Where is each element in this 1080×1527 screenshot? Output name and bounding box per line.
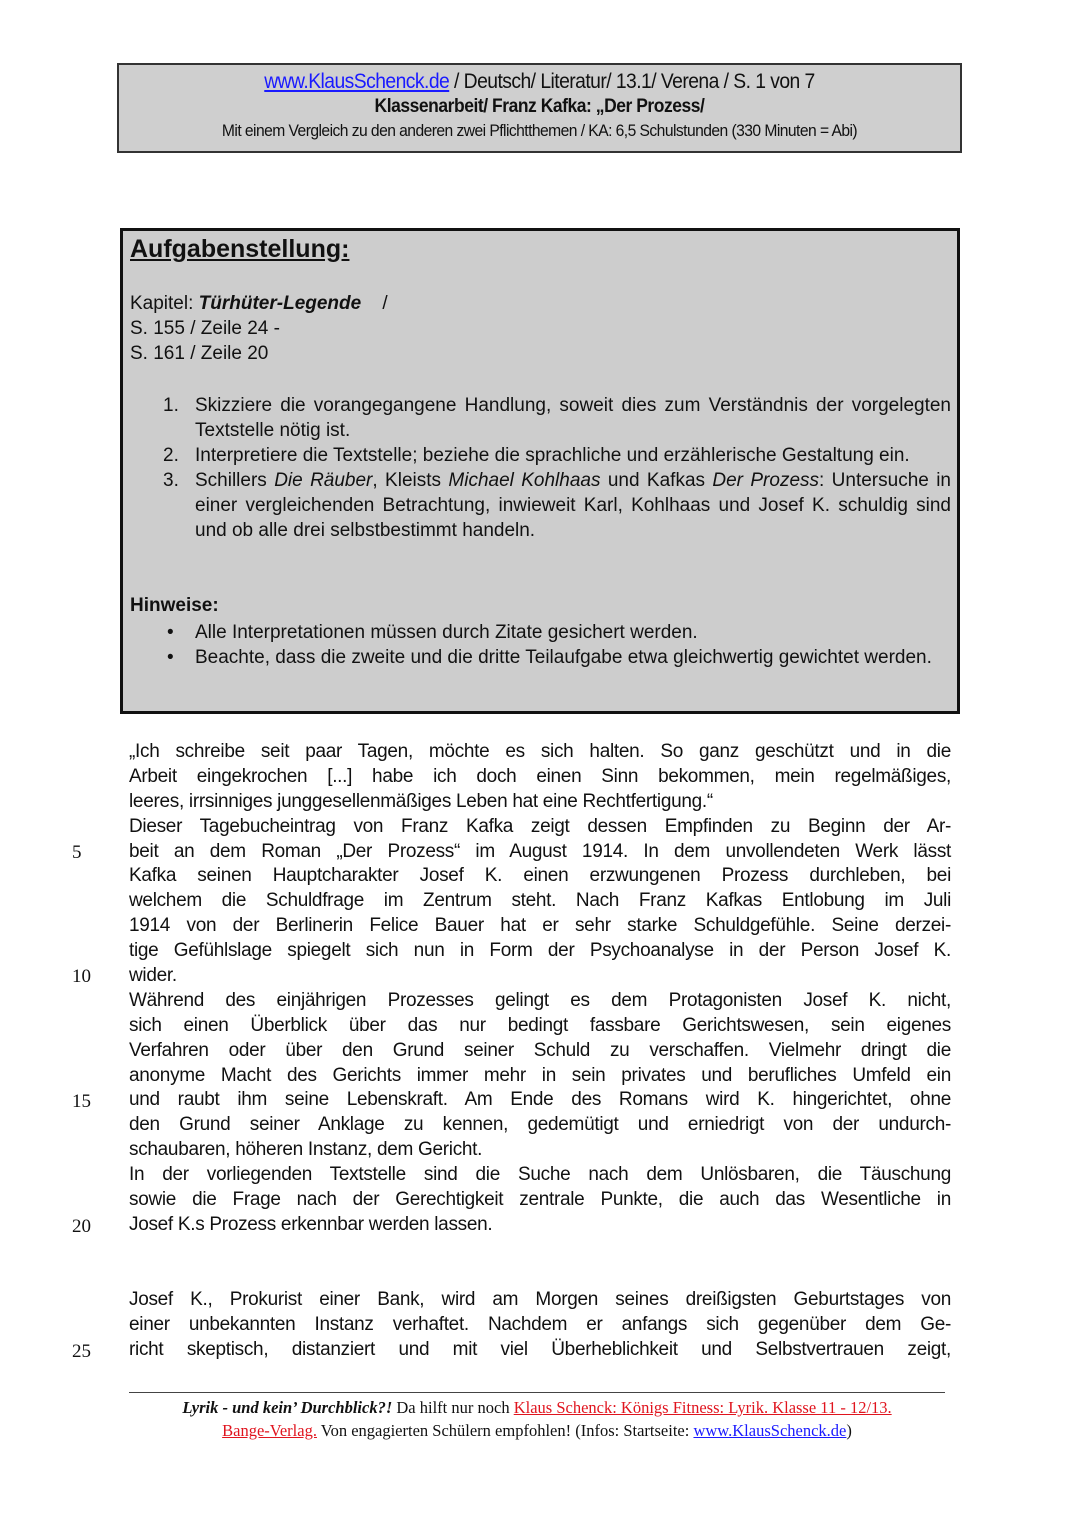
line-number: 10 [72,966,91,987]
book-link[interactable]: Klaus Schenck: Königs Fitness: Lyrik. Klasse 11 - 12/13. [513,1398,892,1417]
text-line: Josef K., Prokurist einer Bank, wird am Morgen seines dreißigsten Geburtstages von [129,1288,951,1310]
task-number: 2. [163,445,179,466]
chapter-name: Türhüter-Legende [198,293,362,314]
page-footer [129,1396,945,1442]
text-line: sowie die Frage nach der Gerechtigkeit zentrale Punkte, die auch das Wesentliche in [129,1189,951,1211]
text-line: beit an dem Roman „Der Prozess“ im August 1914. In dem unvollendeten Werk lässt [129,840,951,862]
text-line: sich einen Überblick über das nur bedingt fassbare Gerichtswesen, sein eigenes [129,1014,951,1036]
task-list [163,393,951,543]
text-line: Arbeit eingekrochen [...] habe ich doch einen Sinn bekommen, mein regelmäßiges, [129,765,951,787]
task-text: Interpretiere die Textstelle; beziehe die sprachliche und erzählerische Gestaltung ein. [195,445,910,466]
line-number: 15 [72,1091,91,1112]
task-item [163,443,951,468]
text-line: schaubaren, höheren Instanz, dem Gericht. [129,1139,483,1161]
text-line: Dieser Tagebucheintrag von Franz Kafka zeigt dessen Empfinden zu Beginn der Ar- [129,815,951,837]
hint-item [163,620,951,645]
hint-text: Alle Interpretationen müssen durch Zitate gesichert werden. [195,622,698,643]
work-title: Die Räuber [274,470,373,491]
task-text: Skizziere die vorangegangene Handlung, soweit dies zum Verständnis der vorgelegten Textstelle nötig ist. [195,395,951,441]
chapter-suffix: / [361,293,388,314]
text-line: den Grund seiner Anklage zu kennen, gedemütigt und erniedrigt von der undurch- [129,1114,951,1136]
footer-site-link[interactable]: www.KlausSchenck.de [693,1421,847,1440]
text-line: Josef K.s Prozess erkennbar werden lassen. [129,1213,493,1235]
text-line: In der vorliegenden Textstelle sind die Suche nach dem Unlösbaren, die Täuschung [129,1164,951,1186]
hint-text: Beachte, dass die zweite und die dritte Teilaufgabe etwa gleichwertig gewichtet werden. [195,647,932,668]
task-box [120,228,960,714]
document-title: Klassenarbeit/ Franz Kafka: „Der Prozess/ [374,96,705,117]
line-number: 20 [72,1216,91,1237]
text-line: Während des einjährigen Prozesses gelingt es dem Protagonisten Josef K. nicht, [129,989,951,1011]
text-line: Verfahren oder über den Grund seiner Schuld zu verschaffen. Vielmehr dringt die [129,1039,951,1061]
task-number: 3. [163,470,179,491]
text-line: tige Gefühlslage spiegelt sich nun in Form der Psychoanalyse in der Person Josef K. [129,940,951,962]
header-breadcrumb: / Deutsch/ Literatur/ 13.1/ Verena / S. 1 von 7 [449,70,815,93]
bullet-icon: • [167,647,174,668]
bullet-icon: • [167,622,174,643]
header-line-1 [153,69,927,95]
line-number: 25 [72,1341,91,1362]
work-title: Michael Kohlhaas [448,470,601,491]
task-item [163,393,951,443]
line-number: 5 [72,842,82,863]
task-number: 1. [163,395,179,416]
footer-text: ) [846,1421,852,1440]
text-line: wider. [129,965,177,987]
text-line: richt skeptisch, distanziert und mit viel Überheblichkeit und Selbstvertrauen zeigt, [129,1338,951,1360]
task-title: Aufgabenstellung: [130,235,350,263]
text-line: einer unbekannten Instanz verhaftet. Nachdem er anfangs sich gegenüber dem Ge- [129,1313,951,1335]
work-title: Der Prozess [712,470,820,491]
page-header-box [117,63,962,153]
text-line: 1914 von der Berlinerin Felice Bauer hat er sehr starke Schuldgefühle. Seine derzei- [129,915,951,937]
text-line: leeres, irrsinniges junggesellenmäßiges Leben hat eine Rechtfertigung.“ [129,790,713,812]
footer-text: Von engagierten Schülern empfohlen! (Infos: Startseite: [316,1421,694,1440]
hints-title: Hinweise: [130,595,219,616]
hint-item [163,645,951,670]
publisher-link[interactable]: Bange-Verlag. [222,1421,317,1440]
footer-text: Da hilft nur noch [392,1398,514,1417]
footer-divider [129,1392,945,1393]
text-line: und raubt ihm seine Lebenskraft. Am Ende des Romans wird K. hingerichtet, ohne [129,1089,951,1111]
document-subtitle: Mit einem Vergleich zu den anderen zwei Pflichtthemen / KA: 6,5 Schulstunden (330 Minuten = Abi) [221,121,858,140]
essay-body [129,740,951,1362]
task-text: und Kafkas [600,470,713,491]
text-line: anonyme Macht des Gerichts immer mehr in sein privates und berufliches Umfeld ein [129,1064,951,1086]
range-start: S. 155 / Zeile 24 - [130,318,280,339]
task-item [163,468,951,543]
task-text: , Kleists [372,470,449,491]
chapter-label: Kapitel: [130,293,199,314]
footer-slogan: Lyrik - und kein’ Durchblick?! [182,1398,393,1417]
task-text: : Untersuche in einer vergleichenden Betrachtung, inwieweit Karl, Kohlhaas und Josef K. schuldig sind und ob alle drei selbstbestimmt handeln. [195,470,951,541]
text-line: „Ich schreibe seit paar Tagen, möchte es sich halten. So ganz geschützt und in die [129,741,951,762]
site-link[interactable]: www.KlausSchenck.de [264,70,450,93]
range-end: S. 161 / Zeile 20 [130,343,269,364]
task-text: Schillers [195,470,275,491]
text-line: Kafka seinen Hauptcharakter Josef K. einen erzwungenen Prozess durchleben, bei [129,865,951,887]
hints-list [163,620,951,670]
chapter-info [130,291,388,366]
text-line: welchem die Schuldfrage im Zentrum steht. Nach Franz Kafkas Entlobung im Juli [129,890,951,912]
